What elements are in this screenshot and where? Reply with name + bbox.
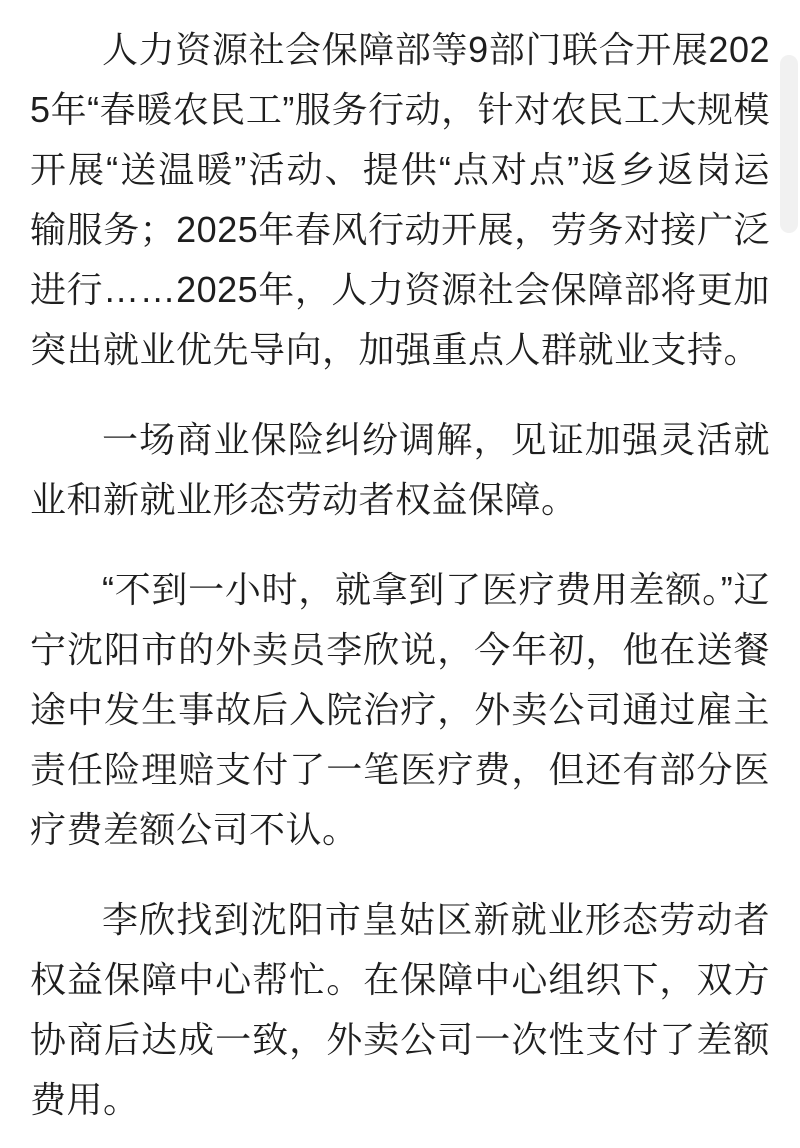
article-paragraph-2: 一场商业保险纠纷调解，见证加强灵活就业和新就业形态劳动者权益保障。 bbox=[30, 419, 770, 520]
article-paragraph-1: 人力资源社会保障部等9部门联合开展2025年“春暖农民工”服务行动，针对农民工大规模开展“送温暖”活动、提供“点对点”返乡返岗运输服务；2025年春风行动开展，劳务对接广泛进行……2025年，人力资源社会保障部将更加突出就业优先导向，加强重点人群就业支持。 bbox=[30, 29, 770, 370]
article-paragraph-4: 李欣找到沈阳市皇姑区新就业形态劳动者权益保障中心帮忙。在保障中心组织下，双方协商后达成一致，外卖公司一次性支付了差额费用。 bbox=[30, 899, 770, 1120]
article-paragraph-3: “不到一小时，就拿到了医疗费用差额。”辽宁沈阳市的外卖员李欣说，今年初，他在送餐途中发生事故后入院治疗，外卖公司通过雇主责任险理赔支付了一笔医疗费，但还有部分医疗费差额公司不认。 bbox=[30, 569, 770, 850]
scrollbar-thumb[interactable] bbox=[780, 55, 798, 233]
